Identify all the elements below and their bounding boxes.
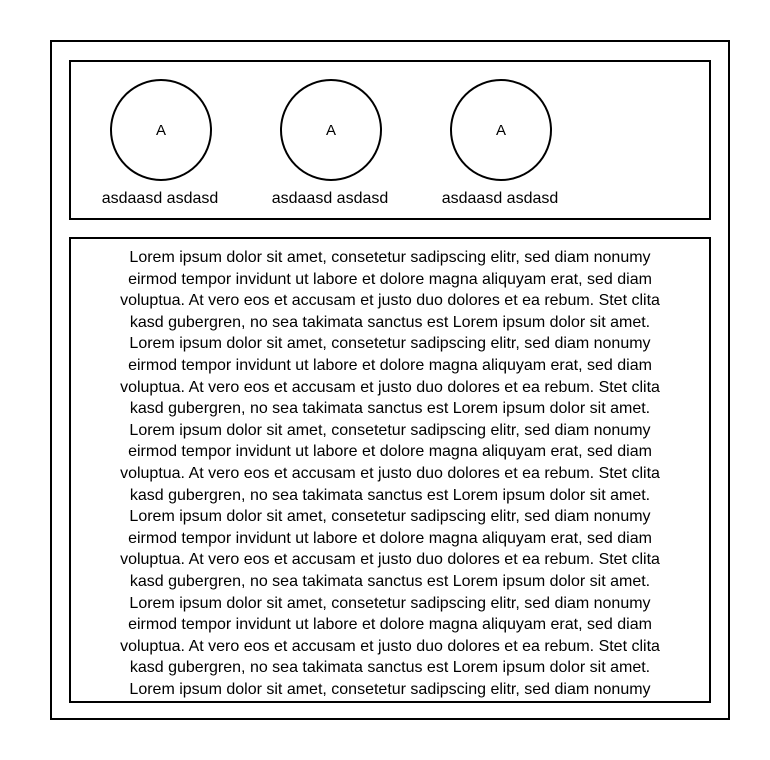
text-line: Lorem ipsum dolor sit amet, consetetur sadipscing elitr, sed diam nonumy <box>129 508 651 526</box>
avatar-initial: A <box>325 121 336 139</box>
text-line: eirmod tempor invidunt ut labore et dolore magna aliquyam erat, sed diam <box>128 356 652 374</box>
text-panel <box>69 237 711 703</box>
text-line: voluptua. At vero eos et accusam et justo duo dolores et ea rebum. Stet clita <box>120 378 660 396</box>
text-line: kasd gubergren, no sea takimata sanctus est Lorem ipsum dolor sit amet. <box>129 659 651 677</box>
text-line: kasd gubergren, no sea takimata sanctus est Lorem ipsum dolor sit amet. <box>129 400 651 418</box>
text-line: voluptua. At vero eos et accusam et justo duo dolores et ea rebum. Stet clita <box>120 292 660 310</box>
text-line: Lorem ipsum dolor sit amet, consetetur sadipscing elitr, sed diam nonumy <box>129 594 651 612</box>
avatar-item-1 <box>85 79 235 211</box>
text-line: Lorem ipsum dolor sit amet, consetetur sadipscing elitr, sed diam nonumy <box>129 335 651 353</box>
avatar-initial: A <box>155 121 166 139</box>
text-line: kasd gubergren, no sea takimata sanctus est Lorem ipsum dolor sit amet. <box>129 486 651 504</box>
text-line: voluptua. At vero eos et accusam et justo duo dolores et ea rebum. Stet clita <box>120 464 660 482</box>
text-line: Lorem ipsum dolor sit amet, consetetur sadipscing elitr, sed diam nonumy <box>129 680 651 698</box>
text-line: kasd gubergren, no sea takimata sanctus est Lorem ipsum dolor sit amet. <box>129 313 651 331</box>
avatar-circle <box>110 79 212 181</box>
text-line: eirmod tempor invidunt ut labore et dolore magna aliquyam erat, sed diam <box>128 616 652 634</box>
avatar-caption: asdaasd asdasd <box>441 190 559 207</box>
avatar-caption: asdaasd asdasd <box>101 190 219 207</box>
body-text <box>71 247 709 700</box>
avatar-item-2 <box>255 79 405 211</box>
text-line: eirmod tempor invidunt ut labore et dolore magna aliquyam erat, sed diam <box>128 443 652 461</box>
text-line: voluptua. At vero eos et accusam et justo duo dolores et ea rebum. Stet clita <box>120 637 660 655</box>
avatar-circle <box>280 79 382 181</box>
text-line: voluptua. At vero eos et accusam et justo duo dolores et ea rebum. Stet clita <box>120 551 660 569</box>
text-line: Lorem ipsum dolor sit amet, consetetur sadipscing elitr, sed diam nonumy <box>129 249 651 266</box>
text-line: eirmod tempor invidunt ut labore et dolore magna aliquyam erat, sed diam <box>128 270 652 288</box>
avatar-caption: asdaasd asdasd <box>271 190 389 207</box>
avatar-circle <box>450 79 552 181</box>
text-line: eirmod tempor invidunt ut labore et dolore magna aliquyam erat, sed diam <box>128 529 652 547</box>
avatar-initial: A <box>495 121 506 139</box>
text-line: Lorem ipsum dolor sit amet, consetetur sadipscing elitr, sed diam nonumy <box>129 421 651 439</box>
text-line: kasd gubergren, no sea takimata sanctus est Lorem ipsum dolor sit amet. <box>129 572 651 590</box>
avatar-item-3 <box>425 79 575 211</box>
